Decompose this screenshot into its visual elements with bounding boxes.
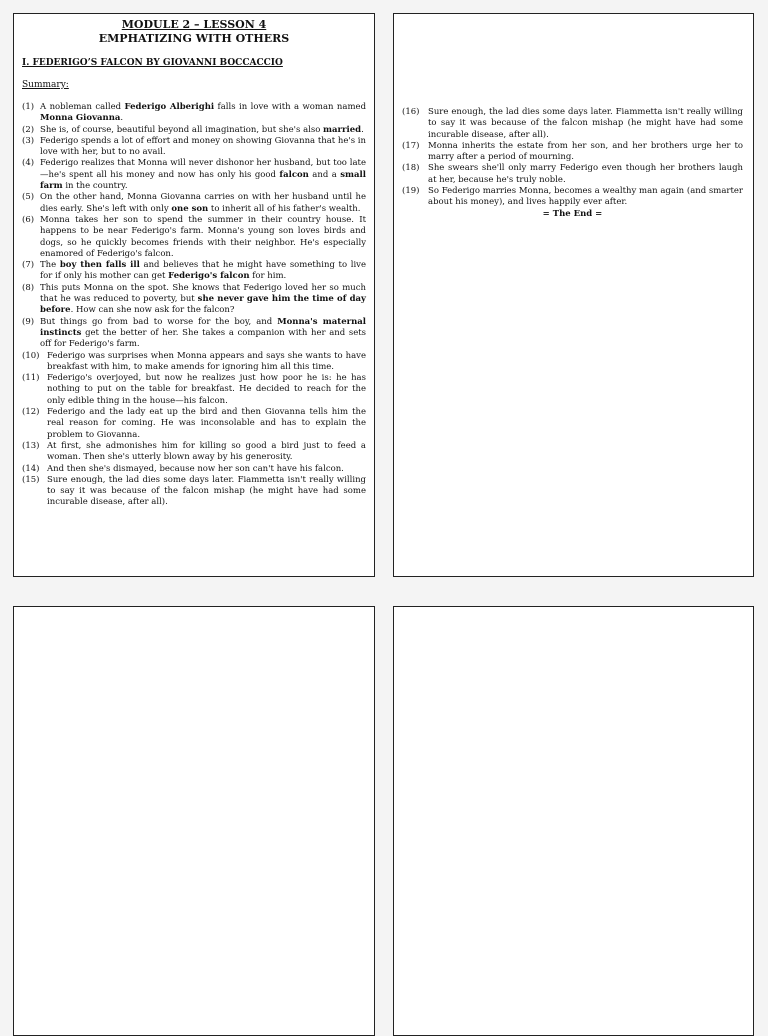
item-text: She is, of course, beautiful beyond all imagination, but she's also married. [40, 124, 364, 135]
list-item [402, 107, 743, 141]
item-text: Federigo and the lady eat up the bird and then Giovanna tells him the real reason for coming. He was inconsolable and has to explain the problem to Giovanna. [47, 407, 366, 440]
item-number: (1) [22, 102, 35, 112]
list-item [22, 125, 366, 136]
item-number: (9) [22, 316, 35, 327]
list-item [22, 283, 366, 317]
item-number: (13) [22, 440, 40, 451]
item-number: (12) [22, 407, 40, 418]
item-text: On the other hand, Monna Giovanna carries on with her husband until he dies early. She's left with only one son to inherit all of his father's wealth. [40, 192, 366, 214]
list-item [402, 141, 743, 164]
item-text: The boy then falls ill and believes that he might have something to live for if only his mother can get Federigo's falcon for him. [40, 260, 366, 282]
lesson-title: EMPHATIZING WITH OTHERS [98, 32, 290, 45]
item-number: (17) [402, 140, 420, 151]
page-2 [393, 13, 754, 577]
list-item [22, 158, 366, 192]
item-number: (10) [22, 350, 40, 361]
item-text: Sure enough, the lad dies some days later. Fiammetta isn't really willing to say it was because of the falcon mishap (he might have had some incurable disease, after all). [47, 474, 366, 508]
item-number: (14) [22, 463, 40, 474]
item-text: At first, she admonishes him for killing so good a bird just to feed a woman. Then she's utterly blown away by his generosity. [47, 440, 366, 463]
item-text: Federigo realizes that Monna will never dishonor her husband, but too late—he's spent all his money and now has only his good falcon and a small farm in the country. [40, 158, 366, 192]
item-number: (3) [22, 135, 35, 146]
list-item [22, 351, 366, 374]
item-number: (8) [22, 282, 35, 293]
item-text: So Federigo marries Monna, becomes a wealthy man again (and smarter about his money), and lives happily ever after. [428, 186, 743, 208]
summary-list [22, 102, 366, 509]
list-item [22, 464, 366, 475]
item-text: Federigo spends a lot of effort and money on showing Giovanna that he's in love with her, but to no avail. [40, 135, 366, 158]
summary-label: Summary: [22, 80, 69, 90]
summary-list-continued [402, 107, 743, 209]
item-number: (19) [402, 186, 420, 197]
list-item [22, 260, 366, 283]
list-item [402, 186, 743, 209]
item-text: A nobleman called Federigo Alberighi falls in love with a woman named Monna Giovanna. [40, 102, 367, 124]
item-text: She swears she'll only marry Federigo even though her brothers laugh at her, because he's truly noble. [428, 163, 743, 185]
item-number: (7) [22, 260, 35, 271]
page-4-blank [393, 606, 754, 1036]
list-item [22, 407, 366, 441]
item-text: Federigo was surprises when Monna appears and says she wants to have breakfast with him, to make amends for ignoring him all this time. [47, 350, 366, 372]
item-text: Monna inherits the estate from her son, and her brothers urge her to marry after a period of mourning. [428, 140, 743, 163]
the-end-label: = The End = [542, 208, 603, 219]
item-text: Federigo's overjoyed, but now he realizes just how poor he is: he has nothing to put on the table for breakfast. He decided to reach for the only edible thing in the house—his falcon. [47, 373, 366, 406]
list-item [22, 192, 366, 215]
list-item [22, 317, 366, 351]
item-number: (18) [402, 163, 420, 174]
item-text: Sure enough, the lad dies some days later. Fiammetta isn't really willing to say it was because of the falcon mishap (he might have had some incurable disease, after all). [428, 107, 743, 140]
item-text: And then she's dismayed, because now her son can't have his falcon. [47, 463, 344, 474]
item-number: (4) [22, 158, 35, 169]
list-item [22, 215, 366, 260]
list-item [22, 441, 366, 464]
list-item [22, 102, 366, 125]
list-item [22, 136, 366, 159]
page-3-blank [13, 606, 375, 1036]
list-item [402, 163, 743, 186]
item-number: (5) [22, 192, 35, 203]
item-number: (6) [22, 214, 35, 225]
list-item [22, 475, 366, 509]
page-1 [13, 13, 375, 577]
item-number: (2) [22, 124, 35, 135]
item-text: Monna takes her son to spend the summer in their country house. It happens to be near Federigo's farm. Monna's young son loves birds and dogs, so he quickly becomes friends with their neighbor. He's especially enamored of Federigo's falcon. [40, 214, 366, 259]
item-number: (16) [402, 107, 420, 117]
item-text: But things go from bad to worse for the boy, and Monna's maternal instincts get the better of her. She takes a companion with her and sets off for Federigo's farm. [40, 316, 366, 350]
section-heading: I. FEDERIGO’S FALCON BY GIOVANNI BOCCACCIO [22, 58, 283, 68]
item-text: This puts Monna on the spot. She knows that Federigo loved her so much that he was reduced to poverty, but she never gave him the time of day before. How can she now ask for the falcon? [40, 282, 366, 316]
item-number: (15) [22, 474, 40, 485]
item-number: (11) [22, 373, 40, 384]
module-title: MODULE 2 – LESSON 4 [121, 18, 267, 31]
list-item [22, 373, 366, 407]
